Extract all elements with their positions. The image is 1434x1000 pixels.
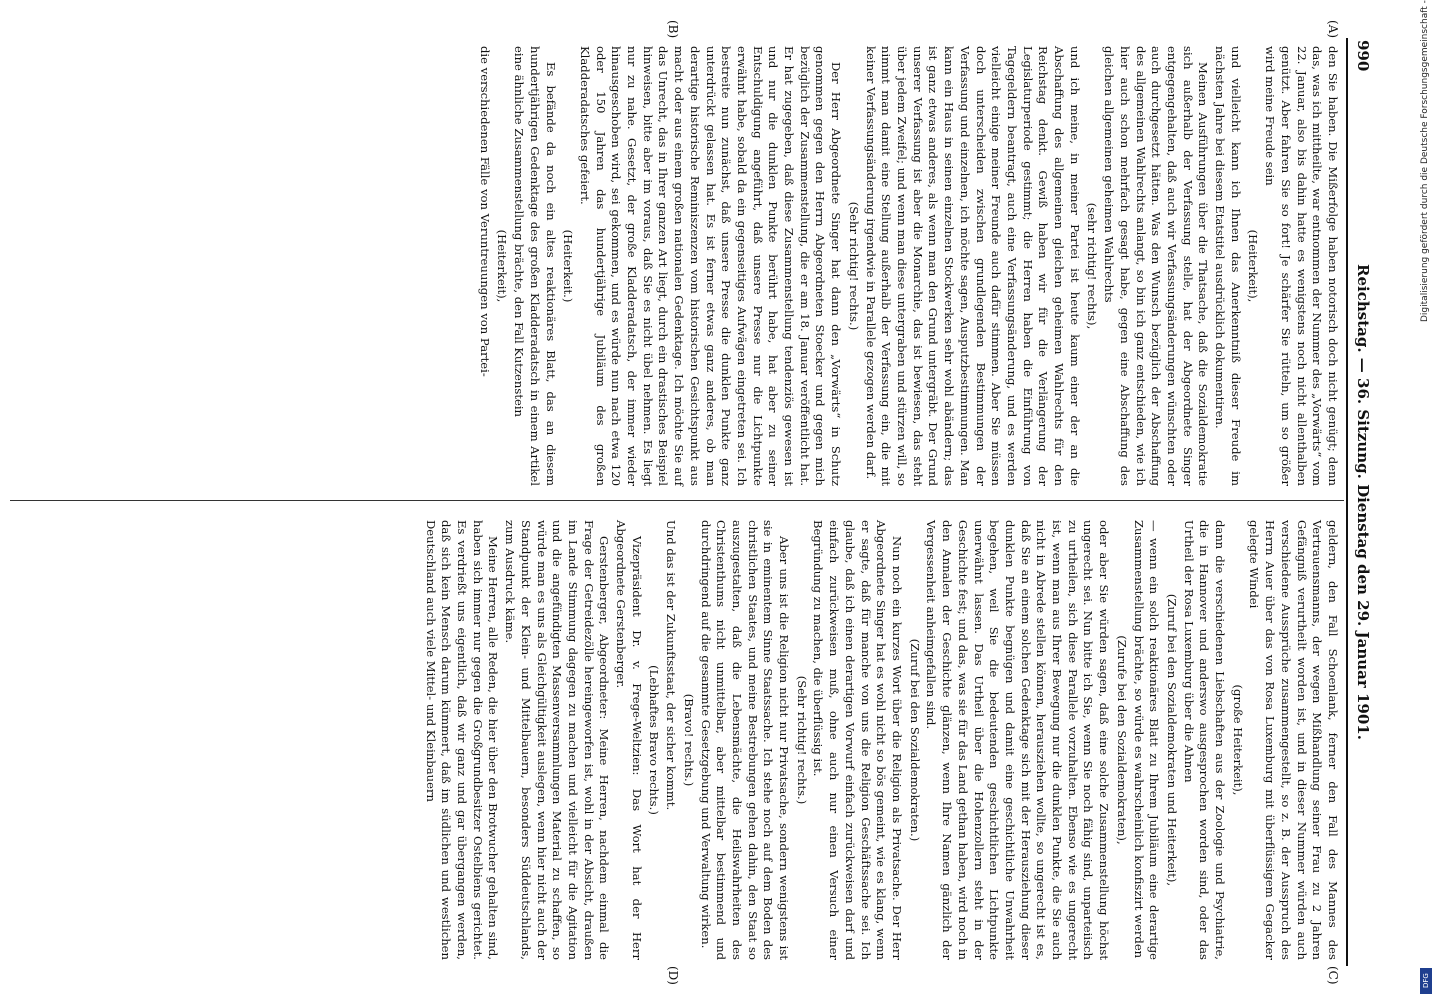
margin-marker-c: (C) — [1326, 966, 1340, 985]
interjection: (Zuruf bei den Sozialdemokraten.) — [907, 638, 922, 842]
paragraph: Vizepräsident Dr. v. Frege-Weltzien: Das Wort hat der Herr Abgeordnete Gerstenberger. — [614, 520, 644, 960]
interjection: (Sehr richtig! rechts.) — [794, 675, 809, 805]
interjection: (Heiterkeit.) — [561, 229, 576, 303]
paragraph: Es befände da noch ein altes reaktionäres Blatt, das an diesem hundertjährigen Gedenktage des großen Kladderadatsch in einem Artikel eine ähnliche Zusammenstellung brächte, den Fall Kutzenstein — [512, 46, 558, 486]
page-header — [1346, 40, 1372, 964]
interjection: (sehr richtig! rechts), — [1085, 202, 1100, 330]
column-divider — [10, 500, 1344, 501]
margin-marker-a: (A) — [1326, 20, 1340, 39]
margin-marker-b: (B) — [666, 20, 680, 39]
paragraph: Meine Herren, alle Reden, die hier über den Brotwucher gehalten sind, haben sich immer nur gegen die Großgrundbesitzer Ostelbiens gerichtet. Es verdrießt uns eigentlich, daß wir ganz und gar übergangen werden, daß sich kein Mensch darum kümmert, daß im südlichen und westlichen Deutschland auch viele Mittel- und Kleinbauern — [423, 520, 501, 960]
right-column — [421, 520, 1340, 960]
interjection: (große Heiterkeit), — [1230, 684, 1245, 796]
digitization-credit: Digitalisierung gefördert durch die Deutsche Forschungsgemeinschaft - — [1420, 0, 1430, 322]
paragraph: Der Herr Abgeordnete Singer hat dann den „Vorwärts“ in Schutz genommen gegen den Herrn Abgeordneten Stoecker und gegen mich bezüglich der Zusammenstellung, die er am 18. Januar veröffentlicht hat. Er hat zugegeben, daß diese Zusammenstellung tendenziös gewesen ist und nur die dunklen Punkte berührt habe, hat aber zu seiner Entschuldigung angeführt, daß unsere Presse nur die Lichtpunkte erwähnt habe, sobald da ein gegenseitiges Aufwägen eingetreten sei. Ich bestreite nun zunächst, daß unsere Presse die dunklen Punkte ganz unterdrückt gelassen hat. Es ist ferner etwas ganz anderes, ob man derartige historische Reminiszenzen vom historischen Gesichtspunkt aus macht oder aus einem großen nationalen Gedenktage. Ich möchte Sie auf das Unrecht, das in Ihrer ganzen Art liegt, durch ein drastisches Beispiel hinweisen, bitte aber im voraus, daß Sie es nicht übel nehmen. Es liegt nur zu nahe. Gesetzt, der große Kladderadatsch, der immer wieder hinausgeschoben wird, sei gekommen, und es würde nun nach etwa 120 oder 150 Jahren das hundertjährige Jubiläum des großen Kladderadatsches gefeiert. — [577, 46, 844, 486]
dfg-logo: DFG — [1420, 968, 1432, 994]
paragraph: die verschiedenen Fälle von Veruntreuungen von Partei- — [477, 46, 492, 377]
interjection: (Bravo! rechts.) — [681, 693, 696, 787]
interjection: (Sehr richtig! rechts.) — [846, 201, 861, 331]
paragraph: geldern, den Fall Schoenlank, ferner den Fall des Mannes des Vertrauensmanns, der wegen Mißhandlung seiner Frau zu 2 Jahren Gefängniß verurtheilt worden ist, und in dieser Nummer würden auch verschiedene Aussprüche zusammengestellt, so z. B. der Ausspruch des Herrn Auer über das von Rosa Luxemburg mit überflüssigem Gegacker gelegte Windei — [1247, 520, 1340, 960]
page-number: 990 — [1354, 40, 1372, 72]
page-footer — [1418, 0, 1434, 1000]
interjection: (Zurufe bei den Sozialdemokraten), — [1114, 635, 1129, 845]
paragraph: Meinen Ausführungen über die Thatsache, daß die Sozialdemokratie sich außerhalb der Verfassung stelle, hat der Abgeordnete Singer entgegengehalten, daß auch wir Verfassungsänderungen wünschten oder auch durchgesetzt hätten. Was den Wunsch bezüglich der Abschaffung des allgemeinen Wahlrechts anlangt, so bin ich ganz entschieden, wie ich hier auch schon mehrfach gesagt habe, gegen eine Abschaffung des gleichen allgemeinen geheimen Wahlrechts — [1102, 46, 1211, 486]
interjection: (Heiterkeit), — [495, 229, 510, 303]
margin-marker-d: (D) — [666, 966, 680, 985]
paragraph: Gerstenberger, Abgeordneter: Meine Herren, nachdem einmal die Frage der Getreidezölle hereingeworfen ist, wohl in der Absicht, draußen im Lande Stimmung dagegen zu machen und vielleicht für die Agitation und die angefündigten Massenversammlungen Material zu schaffen, so würde man es uns als Gleichgültigkeit auslegen, wenn hier nicht auch der Standpunkt der Klein- und Mittelbauern, besonders Süddeutschlands, zum Ausdruck käme. — [503, 520, 612, 960]
interjection: (Lebhaftes Bravo rechts.) — [647, 665, 662, 815]
header-rule — [1346, 38, 1348, 966]
interjection: (Heiterkeit), — [1246, 229, 1261, 303]
paragraph: Aber uns ist die Religion nicht nur Privatsache, sondern wenigstens ist sie in eminentem Sinne Staatssache. Ich stehe noch auf dem Boden des christlichen Staates, und meine Bestrebungen gehen dahin, den Staat so auszugestalten, daß die Lebensmächte, die Heilswahrheiten des Christenthums nicht unmittelbar, aber mittelbar bestimmend und durchdringend auf die gesammte Gesetzgebung und Verwaltung wirken. — [698, 520, 792, 960]
paragraph: dann die verschiedenen Liebschaften aus der Zoologie und Psychiatrie, die in Hannover und anderswo ausgesprochen worden sind, oder das Urtheil der Rosa Luxemburg über die Ahnen — [1181, 520, 1228, 960]
paragraph: den Sie haben. Die Mißerfolge haben notorisch doch nicht genügt; denn das, was ich mittheilte, war entnommen der Nummer des „Vorwärts“ vom 22. Januar, also bis dahin hatte es wenigstens noch nicht allenthalben genützt. Aber fahren Sie so fort! Je schärfer Sie rütteln, um so größer wird meine Freude sein — [1263, 46, 1340, 486]
paragraph: Und das ist der Zukunftsstaat, der sicher kommt. — [664, 520, 679, 811]
paragraph: oder aber Sie würden sagen, daß eine solche Zusammenstellung höchst ungerecht sei. Nun bitte ich Sie, wenn Sie noch fähig sind, unparteiisch zu urtheilen, sich diese Parallele vorzuhalten. Ebenso wie es ungerecht ist, wenn man aus Ihrer Bewegung nur die dunklen Punkte, die Sie auch nicht in Abrede stellen können, herausziehen wollte, so ungerecht ist es, daß Sie an einem solchen Gedenktage sich mit der Herausziehung dieser dunklen Punkte begnügen und damit eine geschichtliche Unwahrheit begehen, weil Sie die bedeutenden geschichtlichen Lichtpunkte unerwähnt lassen. Das Urtheil über die Hohenzollern steht in der Geschichte fest; und das, was sie für das Land gethan haben, wird noch in den Annalen der Geschichte glänzen, wenn Ihre Namen gänzlich der Vergessenheit anheimgefallen sind. — [924, 520, 1112, 960]
page-title: Reichstag. — 36. Sitzung. Dienstag den 29. Januar 1901. — [1354, 264, 1372, 740]
paragraph: — wenn ein solch reaktionäres Blatt zu Ihrem Jubiläum eine derartige Zusammenstellung brächte, so würde es wahrscheinlich konfiszirt werden — [1131, 520, 1162, 960]
paragraph: Nun noch ein kurzes Wort über die Religion als Privatsache. Der Herr Abgeordnete Singer hat es wohl nicht so bös gemeint, wie es klang, wenn er sagte, daß für manche von uns die Religion Geschäftssache sei. Ich glaube, daß ich einen derartigen Vorwurf einfach zurückweisen darf und einfach zurückweisen muß, ohne auch nur einen Versuch einer Begründung zu machen, die überflüssig ist. — [811, 520, 905, 960]
interjection: (Zuruf bei den Sozialdemokraten und Heiterkeit), — [1164, 593, 1179, 887]
left-column — [475, 46, 1340, 486]
paragraph: und ich meine, in meiner Partei ist heute kaum einer der an die Abschaffung des allgemeinen gleichen geheimen Wahlrechts für den Reichstag denkt. Gewiß haben wir für die Verlängerung der Legislaturperiode gestimmt; die Herren haben die Einführung von Tagegeldern beantragt, auch eine Verfassungsänderung, und es werden vielleicht einige meiner Freunde auch dafür stimmen. Aber Sie müssen doch unterscheiden zwischen grundlegenden Bestimmungen der Verfassung und einzelnen, ich möchte sagen, Ausputzbestimmungen. Man kann ein Haus in seinen einzelnen Stockwerken sehr wohl abändern; das ist ganz etwas anderes, als wenn man den Grund untergräbt. Der Grund unserer Verfassung ist aber die Monarchie, das ist bewiesen, das steht über jedem Zweifel; und wenn man diese untergraben und stürzen will, so nimmt man damit eine Stellung außerhalb der Verfassung ein, die mit keiner Verfassungsänderung irgendwie in Parallele gezogen werden darf. — [863, 46, 1082, 486]
paragraph: und vielleicht kann ich Ihnen das Anerkenntniß dieser Freude im nächsten Jahre bei diesem Etatstitel ausdrücklich dokumentiren. — [1213, 46, 1243, 486]
